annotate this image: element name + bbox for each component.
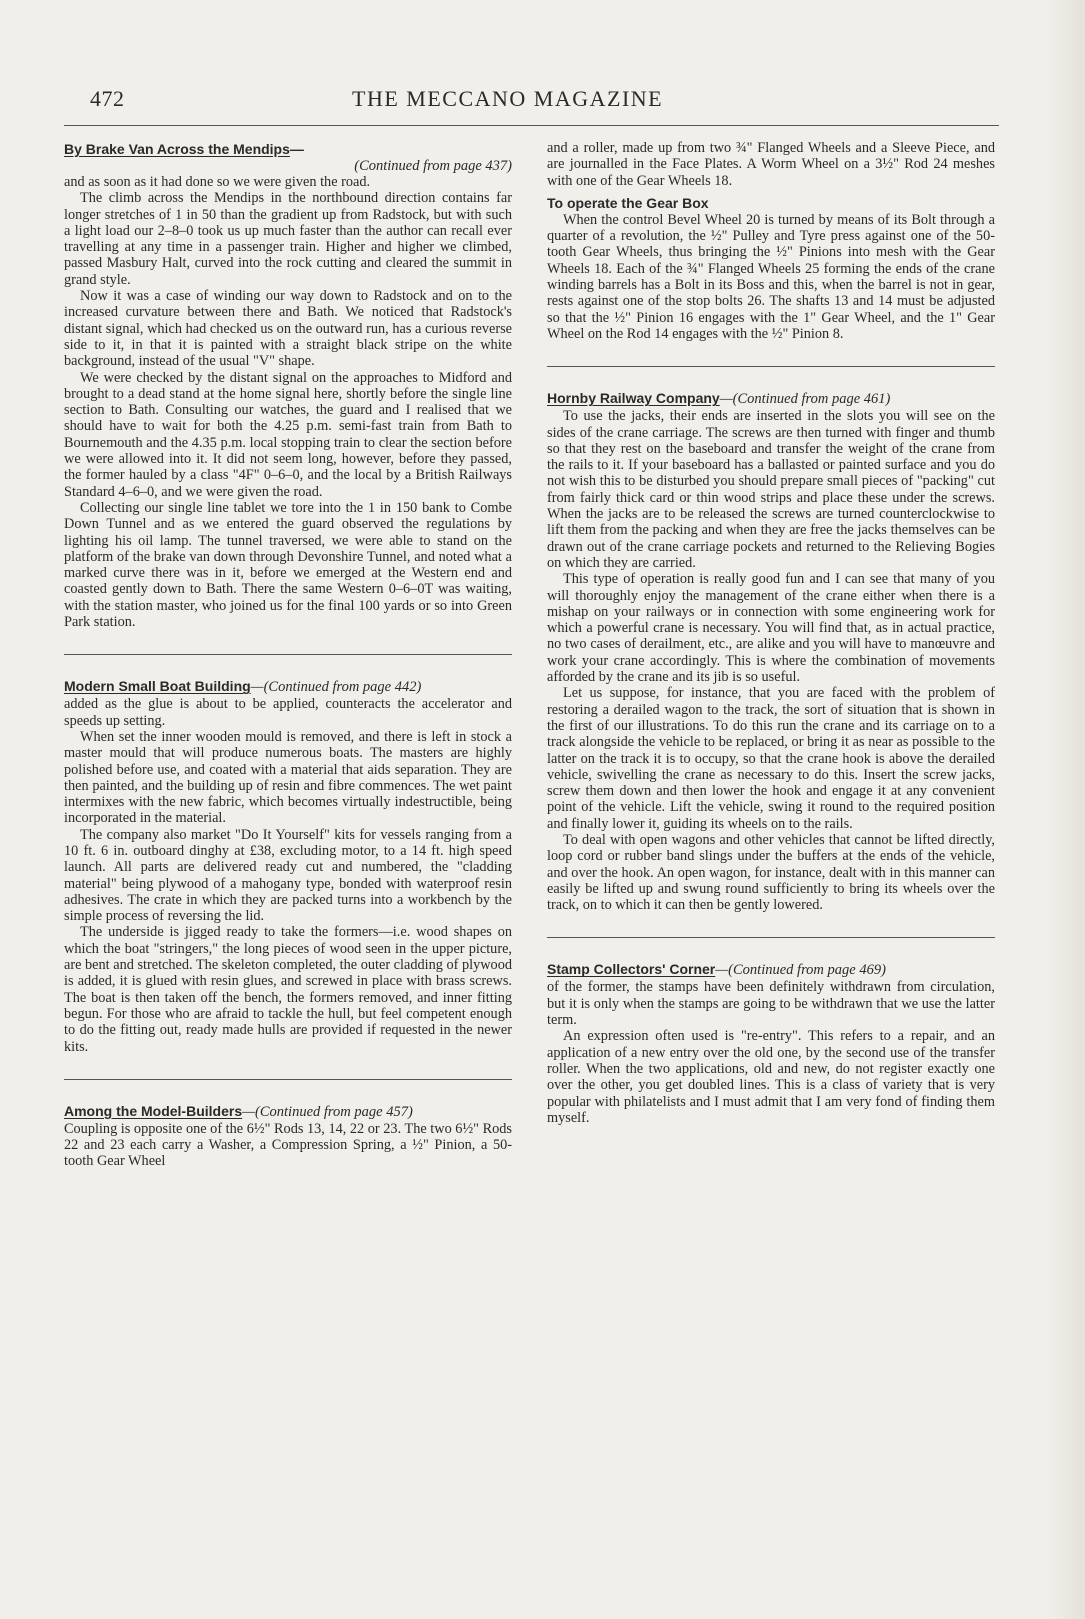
article-title	[64, 140, 512, 158]
paragraph: The company also market "Do It Yourself" kits for vessels ranging from a 10 ft. 6 in. outboard dinghy at £38, excluding motor, to a 14 ft. high speed launch. All parts are delivered ready cut and numbered, the "cladding material" being plywood of a mahogany type, bonded with waterproof resin adhesives. The crate in which they are packed turns into a workbench by the simple process of reversing the lid.	[64, 826, 512, 925]
article-title-text: Modern Small Boat Building	[64, 678, 251, 695]
title-dash: —	[250, 679, 264, 696]
article-title-text: Hornby Railway Company	[547, 390, 720, 407]
paragraph: To use the jacks, their ends are inserted in the slots you will see on the sides of the crane carriage. The screws are then turned with finger and thumb so that they rest on the baseboard and transfer the weight of the crane from the rails to it. If your baseboard has a ballasted or painted surface and you do not wish this to be disturbed you should prepare small pieces of "packing" cut from fairly thick card or thin wood strips and place these under the screws. When the jacks are to be released the screws are turned counterclockwise to lift them from the packing and when they are free the jacks themselves can be drawn out of the crane carriage pockets and returned to the Relieving Bogies on which they are carried.	[547, 408, 995, 571]
article-title	[547, 389, 995, 408]
paragraph: An expression often used is "re-entry". This refers to a repair, and an application of a new entry over the old one, by the second use of the transfer roller. When the two applications, old and new, do not register exactly one over the other, you get doubled lines. This is a class of variety that is very popular with philatelists and I must admit that I am very fond of finding them myself.	[547, 1028, 995, 1126]
article-boat-building	[64, 677, 512, 1055]
paragraph: We were checked by the distant signal on the approaches to Midford and brought to a dead stand at the home signal here, shortly before the single line section to Bath. Consulting our watches, the guard and I realised that we should have to wait for both the 4.25 p.m. semi-fast train from Bath to Bournemouth and the 4.35 p.m. local stopping train to clear the section before we were allowed into it. It did not seem long, however, before they passed, the former hauled by a class "4F" 0–6–0, and the local by a British Railways Standard 4–6–0, and we were given the road.	[64, 369, 512, 500]
subheading: To operate the Gear Box	[547, 194, 709, 211]
article-model-builders-continued	[547, 140, 995, 342]
continued-note: (Continued from page 437)	[354, 158, 512, 174]
article-stamps	[547, 960, 995, 1126]
continued-note: (Continued from page 469)	[728, 962, 886, 979]
paragraph: When the control Bevel Wheel 20 is turned by means of its Bolt through a quarter of a revolution, the ½" Pulley and Tyre press against one of the 50-tooth Gear Wheels, thus bringing the ½" Pinions into mesh with the Gear Wheels 18. Each of the ¾" Flanged Wheels 25 forming the ends of the crane winding barrels has a Bolt in its Boss and this, when the barrel is not in gear, rests against one of the stop bolts 26. The shafts 13 and 14 must be adjusted so that the ½" Pinion 16 engages with the 1" Gear Wheel, and the 1" Gear Wheel on the Rod 14 engages with the ½" Pinion 8.	[547, 211, 995, 342]
section-divider	[547, 366, 995, 367]
page-edge-shadow	[1047, 0, 1085, 1619]
header-rule	[64, 125, 999, 126]
article-title-text: By Brake Van Across the Mendips	[64, 141, 290, 157]
title-dash: —	[715, 962, 729, 979]
paragraph: added as the glue is about to be applied, counteracts the accelerator and speeds up setting.	[64, 696, 512, 729]
paragraph: Let us suppose, for instance, that you are faced with the problem of restoring a derailed wagon to the track, the sort of situation that is shown in the first of our illustrations. To do this run the crane and its carriage on to a track alongside the vehicle to be replaced, or bring it as near as possible to the latter on the track it is to occupy, so that the crane hook is above the derailed vehicle, swivelling the crane as necessary to do this. Insert the screw jacks, screw them down and then lower the hook and engage it at any convenient point of the vehicle. Lift the vehicle, swing it round to the required position and finally lower it, guiding its wheels on to the rails.	[547, 685, 995, 832]
paragraph: Collecting our single line tablet we tore into the 1 in 150 bank to Combe Down Tunnel and as we entered the guard observed the regulations by lighting his oil lamp. The tunnel traversed, we were able to stand on the platform of the brake van down through Devonshire Tunnel, and noted what a marked curve there was in it, before we emerged at the Western end and coasted gently down to Bath. There the same Western 0–6–0T was waiting, with the station master, who joined us for the final 100 yards or so into Green Park station.	[64, 499, 512, 631]
page-header	[90, 86, 702, 120]
paragraph: This type of operation is really good fun and I can see that many of you will thoroughly enjoy the management of the crane either when there is a mishap on your railways or in connection with some engineering work for which a powerful crane is necessary. You will find that, as in actual practice, no two cases of derailment, etc., are alike and you will have to manœuvre and work your crane accordingly. This is where the combination of movements afforded by the crane and its jib is so useful.	[547, 571, 995, 686]
paragraph: The climb across the Mendips in the northbound direction contains far longer stretches of 1 in 50 than the gradient up from Radstock, but with such a light load our 2–8–0 took us up much faster than the author can recall ever travelling at any time in a passenger train. Higher and higher we climbed, passed Masbury Halt, curved into the rock cutting and cleared the summit in grand style.	[64, 190, 512, 288]
article-title	[64, 677, 512, 696]
article-title	[64, 1102, 512, 1121]
article-title-text: Stamp Collectors' Corner	[547, 961, 716, 978]
paragraph: and as soon as it had done so we were given the road.	[64, 174, 371, 190]
paragraph: When set the inner wooden mould is removed, and there is left in stock a master mould that will produce numerous boats. The masters are highly polished before use, and coated with a material that aids separation. They are then painted, and the building up of resin and fibre commences. The wet paint intermixes with the new fabric, which becomes virtually indestructible, being incorporated in the material.	[64, 728, 512, 827]
magazine-title: THE MECCANO MAGAZINE	[352, 86, 664, 111]
continued-note: (Continued from page 442)	[263, 679, 422, 696]
section-divider	[64, 654, 512, 655]
article-brake-van	[64, 140, 512, 630]
section-divider	[547, 937, 995, 938]
article-hornby	[547, 389, 995, 913]
title-dash: —	[289, 141, 304, 157]
continued-note: (Continued from page 461)	[732, 391, 891, 408]
paragraph: The underside is jigged ready to take the formers—i.e. wood shapes on which the boat "stringers," the long pieces of wood seen in the upper picture, are bent and stretched. The skeleton completed, the outer cladding of plywood is added, it is glued with resin glues, and screwed in place with brass screws. The boat is then taken off the bench, the formers removed, and inner fitting begun. For those who are afraid to tackle the hull, but feel competent enough to do the fitting out, ready made hulls are provided if requested in the newer kits.	[64, 924, 512, 1055]
section-divider	[64, 1079, 512, 1080]
title-dash: —	[242, 1103, 256, 1120]
title-dash: —	[719, 391, 733, 408]
paragraph: and a roller, made up from two ¾" Flanged Wheels and a Sleeve Piece, and are journalled in the Face Plates. A Worm Wheel on a 3½" Rod 24 meshes with one of the Gear Wheels 18.	[547, 140, 995, 189]
continued-note: (Continued from page 457)	[255, 1103, 413, 1120]
right-column	[547, 140, 995, 1126]
page-number: 472	[90, 86, 125, 111]
paragraph: of the former, the stamps have been definitely withdrawn from circulation, but it is only when the stamps are going to be withdrawn that we use the latter term.	[547, 979, 995, 1029]
paragraph: Coupling is opposite one of the 6½" Rods 13, 14, 22 or 23. The two 6½" Rods 22 and 23 each carry a Washer, a Compression Spring, a ½" Pinion, a 50-tooth Gear Wheel	[64, 1120, 512, 1170]
article-model-builders	[64, 1102, 512, 1170]
article-title	[547, 960, 995, 979]
paragraph: To deal with open wagons and other vehicles that cannot be lifted directly, loop cord or rubber band slings under the buffers at the ends of the vehicle, and over the hook. An open wagon, for instance, dealt with in this manner can easily be lifted up and swung round sufficiently to bring its wheels over the track, on to which it can then be gently lowered.	[547, 831, 995, 914]
paragraph: Now it was a case of winding our way down to Radstock and on to the increased curvature between there and Bath. We noticed that Radstock's distant signal, which had checked us on the outward run, has a curious reverse side to it, in that it is painted with a straight black stripe on the white background, instead of the usual "V" shape.	[64, 288, 512, 370]
article-title-text: Among the Model-Builders	[64, 1102, 243, 1119]
left-column	[64, 140, 512, 1170]
